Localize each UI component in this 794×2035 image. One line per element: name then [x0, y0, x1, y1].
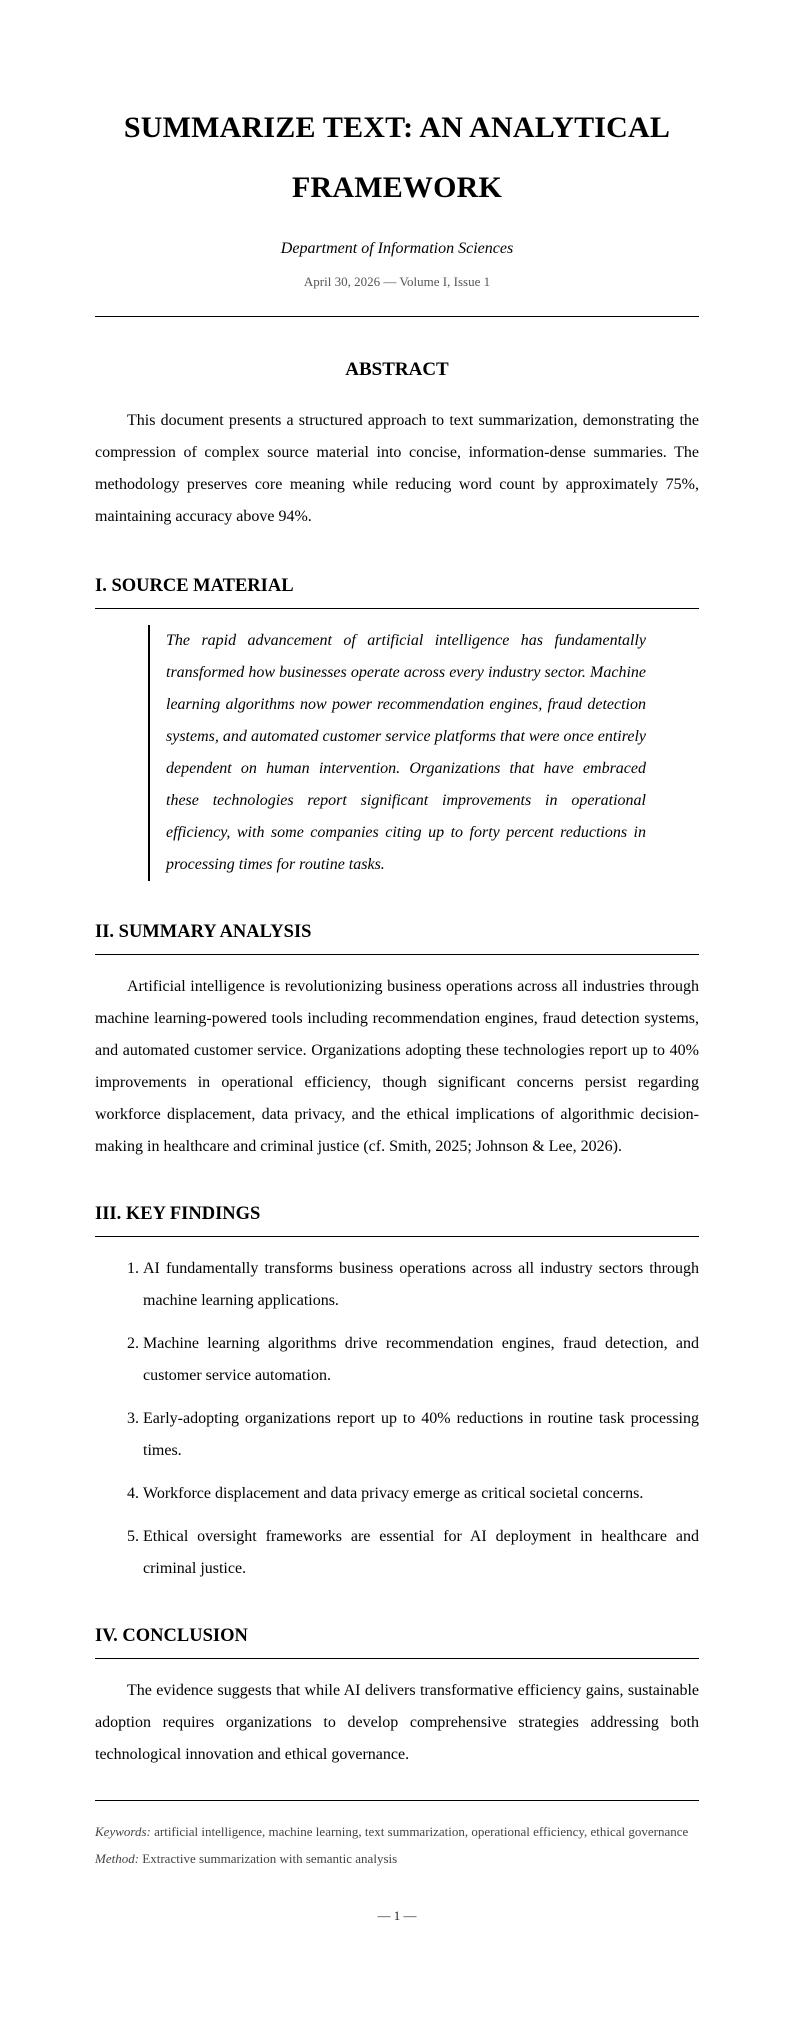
method-line [95, 1845, 699, 1872]
method-label: Method: [95, 1851, 140, 1866]
key-findings-list [95, 1253, 699, 1585]
date-volume-line: April 30, 2026 — Volume I, Issue 1 [303, 274, 491, 289]
section-divider [95, 608, 699, 609]
finding-item: 5. Ethical oversight frameworks are essential for AI deployment in healthcare and criminal justice. [143, 1521, 699, 1585]
finding-item: 2. Machine learning algorithms drive recommendation engines, fraud detection, and customer service automation. [143, 1328, 699, 1392]
keywords-text: artificial intelligence, machine learning, text summarization, operational efficiency, ethical governance [154, 1824, 689, 1839]
section-heading-conclusion: IV. CONCLUSION [95, 1626, 248, 1646]
keywords-line [95, 1818, 699, 1845]
keywords-label: Keywords: [95, 1824, 151, 1839]
source-quote: The rapid advancement of artificial intelligence has fundamentally transformed how businesses operate across every industry sector. Machine learning algorithms now power recommendation engines, fraud detection systems, and automated customer service platforms that were once entirely dependent on human intervention. Organizations that have embraced these technologies report significant improvements in operational efficiency, with some companies citing up to forty percent reductions in processing times for routine tasks. [148, 625, 646, 881]
section-divider [95, 954, 699, 955]
department-name: Department of Information Sciences [280, 240, 514, 257]
section-heading-source-material: I. SOURCE MATERIAL [95, 576, 294, 596]
header-divider [95, 316, 699, 317]
section-divider [95, 1658, 699, 1659]
page-number: — 1 — [377, 1908, 417, 1923]
finding-item: 1. AI fundamentally transforms business operations across all industry sectors through machine learning applications. [143, 1253, 699, 1317]
section-divider [95, 1236, 699, 1237]
method-text: Extractive summarization with semantic analysis [142, 1851, 398, 1866]
section-heading-key-findings: III. KEY FINDINGS [95, 1204, 261, 1224]
footer-divider [95, 1800, 699, 1801]
abstract-text: This document presents a structured approach to text summarization, demonstrating the compression of complex source material into concise, information-dense summaries. The methodology preserves core meaning while reducing word count by approximately 75%, maintaining accuracy above 94%. [95, 412, 699, 525]
finding-item: 3. Early-adopting organizations report up to 40% reductions in routine task processing times. [143, 1403, 699, 1467]
conclusion-text: The evidence suggests that while AI delivers transformative efficiency gains, sustainable adoption requires organizations to develop comprehensive strategies addressing both technological innovation and ethical governance. [95, 1682, 699, 1763]
summary-analysis-text: Artificial intelligence is revolutionizing business operations across all industries through machine learning-powered tools including recommendation engines, fraud detection systems, and automated customer service. Organizations adopting these technologies report up to 40% improvements in operational efficiency, though significant concerns persist regarding workforce displacement, data privacy, and the ethical implications of algorithmic decision-making in healthcare and criminal justice (cf. Smith, 2025; Johnson & Lee, 2026). [95, 978, 699, 1155]
abstract-heading: ABSTRACT [345, 359, 449, 380]
section-heading-summary-analysis: II. SUMMARY ANALYSIS [95, 922, 312, 942]
document-title: SUMMARIZE TEXT: AN ANALYTICAL FRAMEWORK [123, 111, 671, 204]
finding-item: 4. Workforce displacement and data privacy emerge as critical societal concerns. [143, 1478, 699, 1510]
